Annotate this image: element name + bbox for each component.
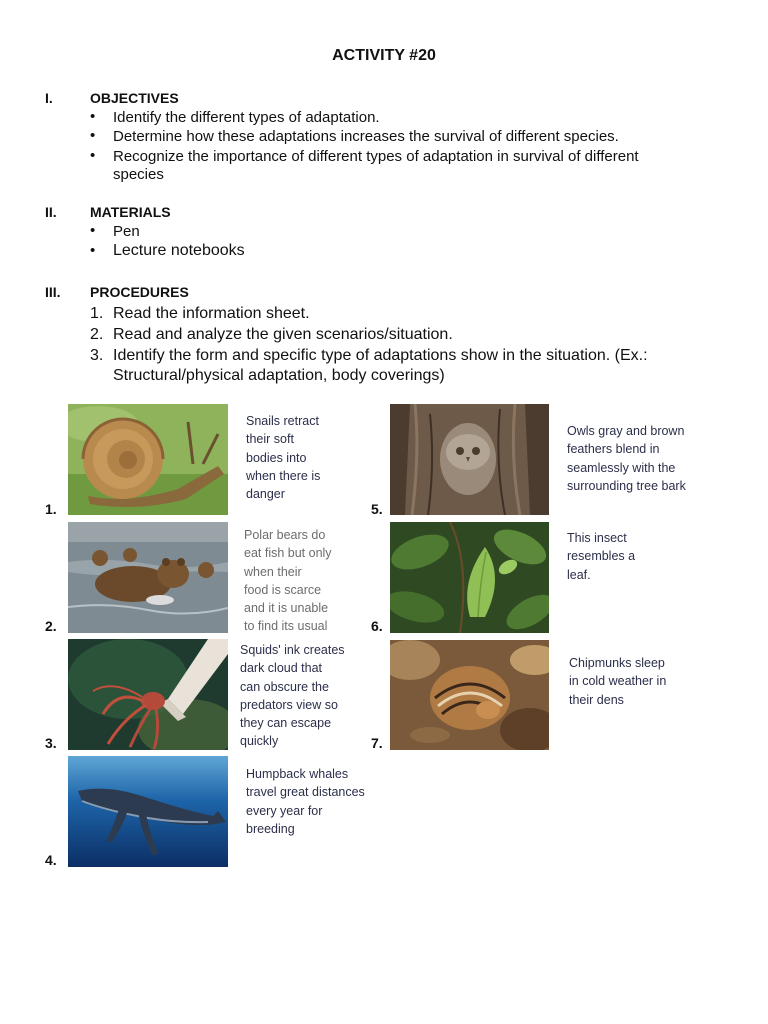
caption-line: to find its usual [244,619,328,634]
procedure-item: Identify the form and specific type of adaptations show in the situation. (Ex.: [113,347,648,364]
scenario-caption [567,422,686,495]
procedure-number: 1. [90,305,104,322]
section-numeral-procedures: III. [45,284,61,300]
caption-line: quickly [240,734,279,749]
caption-line: Snails retract [246,414,319,428]
caption-line: This insect [567,531,627,545]
section-numeral-materials: II. [45,204,57,220]
scenario-caption [246,412,320,503]
bullet-dot: • [90,222,96,239]
scenario-caption [567,529,635,584]
caption-line: breeding [246,821,295,836]
scenario-caption [246,765,365,838]
chipmunk-photo [390,640,549,750]
procedure-number: 2. [90,326,104,343]
procedure-item: Read and analyze the given scenarios/situation. [113,326,453,343]
caption-line: every year for [246,803,323,818]
caption-line: when there is [246,468,321,483]
caption-line: surrounding tree bark [567,478,686,493]
section-numeral-objectives: I. [45,90,53,106]
caption-line: seamlessly with the [567,460,676,475]
objective-item: Determine how these adaptations increases the survival of different species. [113,128,619,145]
bullet-dot: • [90,242,96,259]
owl-photo [390,404,549,515]
objective-item: Identify the different types of adaptation. [113,109,380,126]
leaf-insect-photo [390,522,549,633]
section-heading-procedures: PROCEDURES [90,284,189,300]
caption-line: Chipmunks sleep [569,656,665,670]
squid-photo [68,639,228,750]
caption-line: and it is unable [244,601,329,616]
caption-line: resembles a [567,549,636,564]
procedure-item-continued: Structural/physical adaptation, body coverings) [113,367,445,384]
procedure-item: Read the information sheet. [113,305,310,322]
caption-line: when their [244,564,302,579]
scenario-number: 5. [371,501,383,517]
caption-line: in cold weather in [569,674,667,689]
caption-line: predators view so [240,697,338,712]
scenario-caption [244,526,332,636]
scenario-number: 1. [45,501,57,517]
scenario-caption [569,654,666,709]
caption-line: eat fish but only [244,546,332,561]
caption-line: bodies into [246,450,307,465]
procedure-number: 3. [90,347,104,364]
caption-line: leaf. [567,567,591,582]
bears-photo [68,522,228,633]
objective-item-continued: species [113,166,164,183]
caption-line: danger [246,487,285,502]
caption-line: their dens [569,692,624,707]
scenario-number: 4. [45,852,57,868]
material-item: Lecture notebooks [113,242,245,259]
section-heading-objectives: OBJECTIVES [90,90,179,106]
caption-line: travel great distances [246,785,365,800]
objective-item: Recognize the importance of different types of adaptation in survival of different [113,148,639,165]
page-title: ACTIVITY #20 [332,47,436,64]
caption-line: their soft [246,432,294,447]
bullet-dot: • [90,108,96,125]
caption-line: food is scarce [244,582,322,597]
caption-line: Squids' ink creates [240,643,345,657]
whale-photo [68,756,228,867]
section-heading-materials: MATERIALS [90,204,171,220]
caption-line: Polar bears do [244,528,326,542]
caption-line: feathers blend in [567,442,660,457]
caption-line: dark cloud that [240,661,322,676]
caption-line: Humpback whales [246,767,349,781]
scenario-caption [240,641,345,751]
caption-line: Owls gray and brown [567,424,685,438]
bullet-dot: • [90,127,96,144]
scenario-number: 7. [371,735,383,751]
scenario-number: 3. [45,735,57,751]
caption-line: can obscure the [240,679,329,694]
bullet-dot: • [90,147,96,164]
scenario-number: 6. [371,618,383,634]
material-item: Pen [113,223,140,240]
scenario-number: 2. [45,618,57,634]
caption-line: they can escape [240,716,332,731]
snail-photo [68,404,228,515]
